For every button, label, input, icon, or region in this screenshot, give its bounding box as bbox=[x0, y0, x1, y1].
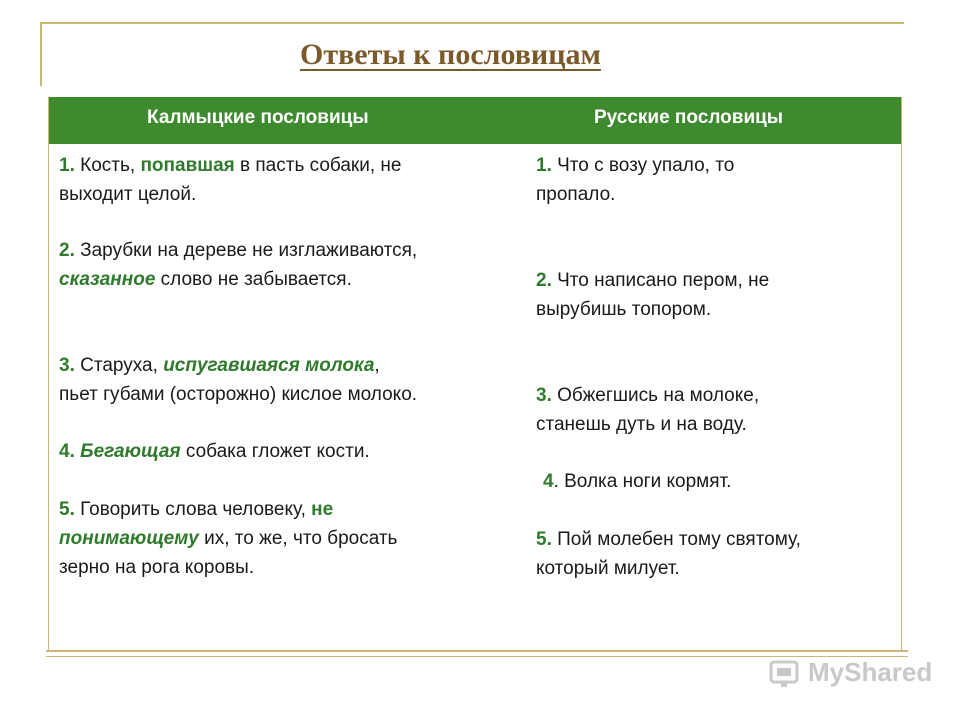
frame-top-line bbox=[40, 22, 904, 24]
header-kalmyk: Калмыцкие пословицы bbox=[147, 107, 369, 128]
myshared-logo-icon bbox=[768, 656, 802, 690]
kalmyk-proverb-1: 1. Кость, попавшая в пасть собаки, не выходит целой. bbox=[59, 155, 402, 205]
russian-proverb-3: 3. Обжегшись на молоке, станешь дуть и на воду. bbox=[536, 385, 760, 435]
table-header bbox=[49, 97, 901, 144]
watermark-text: MyShared bbox=[808, 657, 933, 687]
frame-left-line bbox=[40, 22, 42, 86]
russian-proverb-2: 2. Что написано пером, не вырубишь топором. bbox=[536, 270, 770, 320]
kalmyk-proverb-2: 2. Зарубки на дереве не изглаживаются, сказанное слово не забывается. bbox=[59, 240, 418, 290]
slide-title: Ответы к пословицам bbox=[300, 38, 601, 71]
kalmyk-proverb-5: 5. Говорить слова человеку, не понимающему их, то же, что бросать зерно на рога коровы. bbox=[59, 499, 398, 578]
header-russian: Русские пословицы bbox=[594, 107, 784, 128]
kalmyk-proverb-3: 3. Старуха, испугавшаяся молока, пьет губами (осторожно) кислое молоко. bbox=[59, 355, 418, 405]
frame-bottom-line bbox=[46, 650, 908, 652]
russian-proverb-5: 5. Пой молебен тому святому, который милует. bbox=[536, 529, 801, 579]
russian-proverb-4: 4. Волка ноги кормят. bbox=[543, 471, 732, 492]
russian-proverb-1: 1. Что с возу упало, то пропало. bbox=[536, 155, 735, 205]
kalmyk-proverb-4: 4. Бегающая собака гложет кости. bbox=[59, 441, 370, 462]
myshared-watermark bbox=[768, 656, 933, 690]
